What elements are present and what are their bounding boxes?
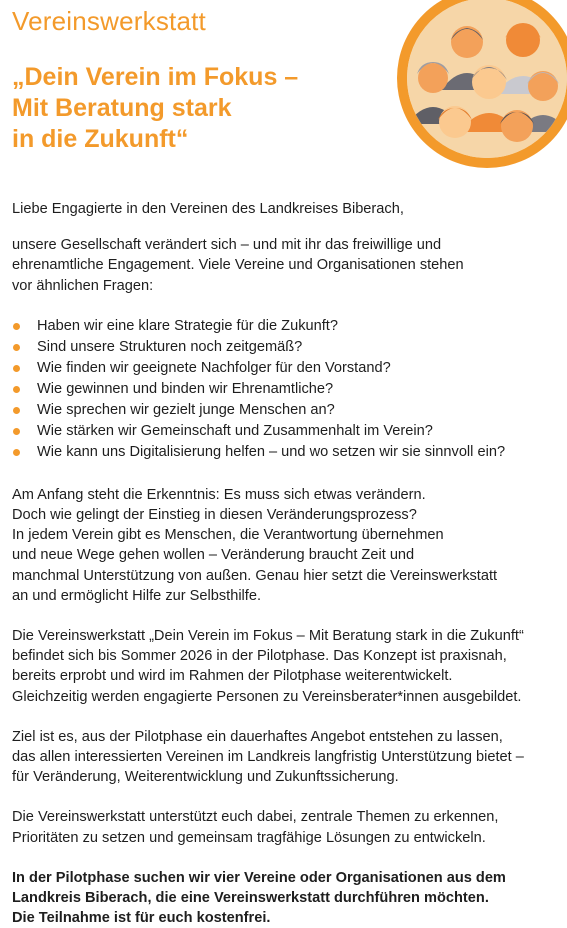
text-line: Landkreis Biberach, die eine Vereinswerkstatt durchführen möchten.: [12, 890, 489, 907]
people-group-illustration: [395, 0, 567, 170]
question-list: [12, 316, 557, 463]
headline-line: Mit Beratung stark: [12, 94, 232, 122]
text-line: Die Teilnahme ist für euch kostenfrei.: [12, 910, 271, 927]
headline: [12, 62, 392, 155]
text-line: Die Vereinswerkstatt „Dein Verein im Fokus – Mit Beratung stark in die Zukunft“: [12, 628, 524, 645]
text-line: Die Vereinswerkstatt unterstützt euch dabei, zentrale Themen zu erkennen,: [12, 809, 499, 826]
kicker-title: Vereinswerkstatt: [12, 6, 206, 36]
paragraph-support: [12, 807, 557, 847]
text-line: für Veränderung, Weiterentwicklung und Zukunftssicherung.: [12, 769, 399, 786]
list-item: Wie finden wir geeignete Nachfolger für den Vorstand?: [12, 358, 557, 379]
text-line: Doch wie gelingt der Einstieg in diesen Veränderungsprozess?: [12, 507, 417, 524]
paragraph-insight: [12, 485, 557, 606]
text-line: bereits erprobt und wird im Rahmen der Pilotphase weiterentwickelt.: [12, 668, 453, 685]
text-line: und neue Wege gehen wollen – Veränderung braucht Zeit und: [12, 547, 415, 564]
text-line: vor ähnlichen Fragen:: [12, 277, 154, 294]
text-line: manchmal Unterstützung von außen. Genau hier setzt die Vereinswerkstatt: [12, 567, 498, 584]
text-line: befindet sich bis Sommer 2026 in der Pilotphase. Das Konzept ist praxisnah,: [12, 648, 507, 665]
text-line: In jedem Verein gibt es Menschen, die Verantwortung übernehmen: [12, 527, 444, 544]
paragraph-pilot: [12, 626, 557, 707]
text-line: das allen interessierten Vereinen im Landkreis langfristig Unterstützung bietet –: [12, 749, 524, 766]
text-line: unsere Gesellschaft verändert sich – und mit ihr das freiwillige und: [12, 237, 442, 254]
text-line: Am Anfang steht die Erkenntnis: Es muss sich etwas verändern.: [12, 486, 426, 503]
list-item: Haben wir eine klare Strategie für die Zukunft?: [12, 316, 557, 337]
headline-line: in die Zukunft“: [12, 125, 189, 153]
text-line: Gleichzeitig werden engagierte Personen zu Vereinsberater*innen ausgebildet.: [12, 688, 522, 705]
paragraph-goal: [12, 727, 557, 788]
text-line: Prioritäten zu setzen und gemeinsam tragfähige Lösungen zu entwickeln.: [12, 829, 486, 846]
list-item: Wie gewinnen und binden wir Ehrenamtliche?: [12, 379, 557, 400]
intro-paragraph: [12, 235, 557, 296]
headline-line: „Dein Verein im Fokus –: [12, 63, 299, 91]
text-line: an und ermöglicht Hilfe zur Selbsthilfe.: [12, 587, 262, 604]
list-item: Sind unsere Strukturen noch zeitgemäß?: [12, 337, 557, 358]
text-line: ehrenamtliche Engagement. Viele Vereine und Organisationen stehen: [12, 257, 464, 274]
list-item: Wie kann uns Digitalisierung helfen – und wo setzen wir sie sinnvoll ein?: [12, 442, 557, 463]
closing-call: [12, 868, 557, 928]
text-line: Ziel ist es, aus der Pilotphase ein dauerhaftes Angebot entstehen zu lassen,: [12, 728, 503, 745]
text-line: In der Pilotphase suchen wir vier Vereine oder Organisationen aus dem: [12, 869, 506, 886]
list-item: Wie sprechen wir gezielt junge Menschen an?: [12, 400, 557, 421]
greeting: Liebe Engagierte in den Vereinen des Landkreises Biberach,: [12, 201, 404, 217]
list-item: Wie stärken wir Gemeinschaft und Zusammenhalt im Verein?: [12, 421, 557, 442]
letter-body: [12, 199, 557, 928]
